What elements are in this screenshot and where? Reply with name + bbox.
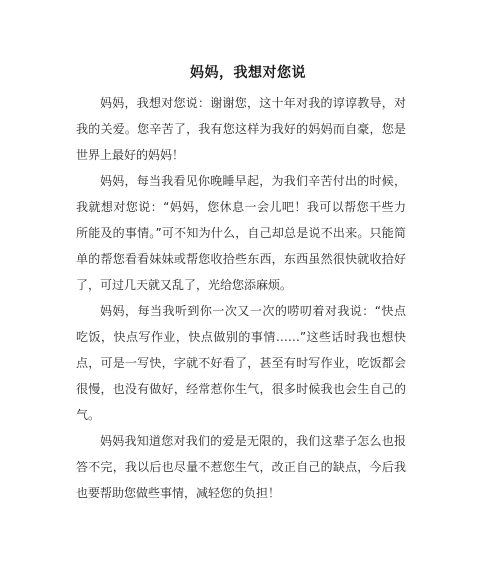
paragraph-3: 妈妈，每当我听到你一次又一次的唠叨着对我说：“快点吃饭，快点写作业，快点做别的事情……”这些话时我也想快点，可是一写快，字就不好看了，甚至有时写作业，吃饭都会很慢，也没有做好，经常惹你生气，很多时候我也会生自己的气。: [76, 304, 406, 422]
document-body: [76, 90, 406, 506]
paragraph-1: 妈妈，我想对您说：谢谢您，这十年对我的谆谆教导，对我的关爱。您辛苦了，我有您这样为我好的妈妈而自豪，您是世界上最好的妈妈！: [76, 96, 406, 162]
document-title: 妈妈，我想对您说: [190, 65, 306, 81]
paragraph-4: 妈妈我知道您对我们的爱是无限的，我们这辈子怎么也报答不完，我以后也尽量不惹您生气，改正自己的缺点，今后我也要帮助您做些事情，减轻您的负担！: [76, 434, 406, 500]
paragraph-2: 妈妈，每当我看见你晚睡早起，为我们辛苦付出的时候，我就想对您说：“妈妈，您休息一会儿吧！我可以帮您干些力所能及的事情。”可不知为什么，自己却总是说不出来。只能简单的帮您看看妹妹或帮您收拾些东西，东西虽然很快就收拾好了，可过几天就又乱了，光给您添麻烦。: [76, 174, 406, 292]
